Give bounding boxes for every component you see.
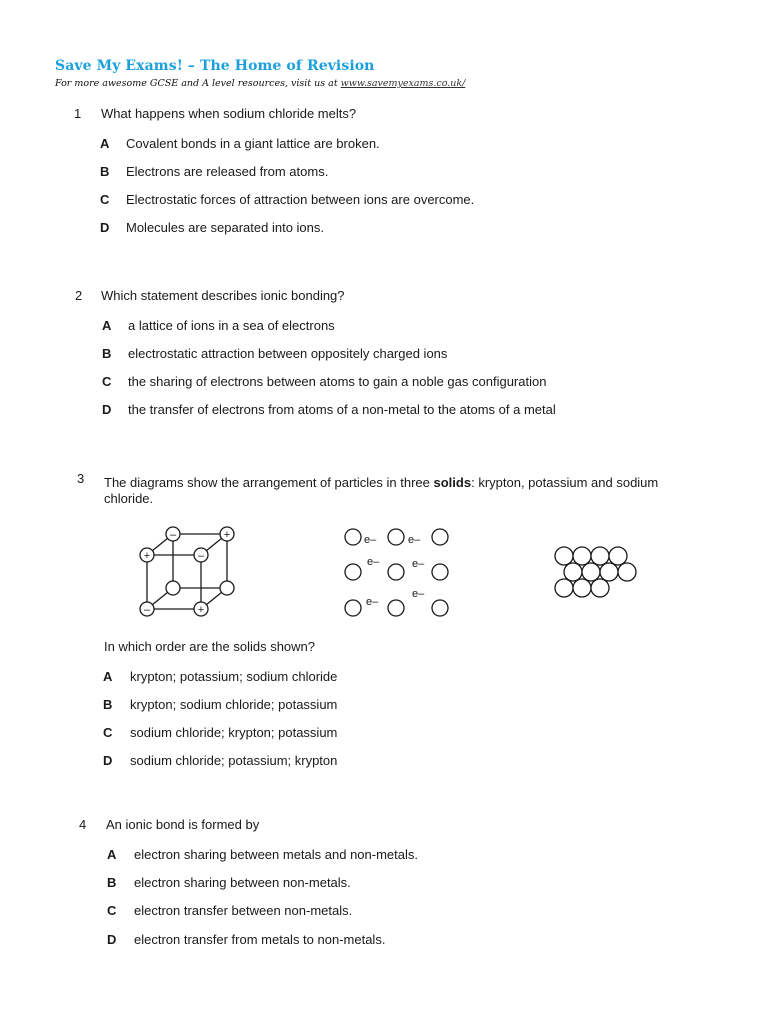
option-letter: C: [107, 903, 117, 918]
electron-label: e–: [367, 556, 380, 568]
question-4-text: An ionic bond is formed by: [106, 817, 260, 832]
option-text: krypton; potassium; sodium chloride: [130, 669, 338, 684]
option-letter: A: [100, 136, 110, 151]
atom-circle: [555, 547, 573, 565]
atom-circle: [555, 579, 573, 597]
atom-circle: [618, 563, 636, 581]
option-text: electron sharing between metals and non-metals.: [134, 847, 418, 862]
q4-option-a: [107, 847, 418, 862]
option-letter: D: [107, 932, 117, 947]
option-text: sodium chloride; potassium; krypton: [130, 753, 338, 768]
option-letter: C: [103, 725, 113, 740]
electron-label: e–: [408, 534, 421, 546]
q2-option-c: [102, 374, 546, 389]
metal-ion-circle: [388, 564, 404, 580]
option-text: electron transfer between non-metals.: [134, 903, 353, 918]
question-2-number: 2: [75, 288, 83, 303]
atom-circle: [573, 547, 591, 565]
minus-label: –: [197, 550, 205, 562]
metal-ion-circle: [345, 600, 361, 616]
option-letter: D: [100, 220, 110, 235]
question-3-prompt: In which order are the solids shown?: [104, 639, 316, 654]
option-text: sodium chloride; krypton; potassium: [130, 725, 338, 740]
q1-option-c: [100, 192, 474, 207]
q3-option-c: [103, 725, 337, 740]
q4-option-c: [107, 903, 352, 918]
metal-ion-circle: [388, 600, 404, 616]
electron-label: e–: [412, 588, 425, 600]
option-letter: B: [102, 346, 112, 361]
option-letter: A: [107, 847, 117, 862]
metal-ion-circle: [432, 564, 448, 580]
option-text: krypton; sodium chloride; potassium: [130, 697, 338, 712]
plus-label: +: [143, 550, 151, 562]
plus-label: +: [197, 604, 205, 616]
question-3-text-part: The diagrams show the arrangement of particles in three: [104, 475, 434, 490]
option-letter: A: [102, 318, 112, 333]
atom-circle: [591, 547, 609, 565]
question-3-text-part: : krypton, potassium and sodium: [471, 475, 659, 490]
electron-label: e–: [412, 558, 425, 570]
metal-lattice-diagram: [335, 520, 460, 625]
q1-option-a: [100, 136, 380, 151]
option-letter: B: [100, 164, 110, 179]
q3-option-d: [103, 753, 337, 768]
question-3-number: 3: [77, 471, 85, 486]
ion-circle: [220, 581, 234, 595]
tagline: [55, 78, 465, 89]
option-text: electron transfer from metals to non-metals.: [134, 932, 386, 947]
q1-option-d: [100, 220, 324, 235]
q2-option-b: [102, 346, 447, 361]
atom-circle: [573, 579, 591, 597]
option-letter: B: [107, 875, 117, 890]
option-letter: C: [102, 374, 112, 389]
lattice-cube-diagram: [125, 515, 255, 625]
close-packed-diagram: [548, 540, 648, 606]
atom-circle: [564, 563, 582, 581]
option-text: electrostatic attraction between oppositely charged ions: [128, 346, 448, 361]
question-3-text-bold: solids: [433, 475, 472, 490]
question-3-text: [104, 475, 658, 507]
tagline-text: For more awesome GCSE and A level resources, visit us at: [55, 78, 341, 89]
q4-option-d: [107, 932, 385, 947]
metal-ion-circle: [432, 600, 448, 616]
ion-circle: [166, 581, 180, 595]
metal-ion-circle: [345, 564, 361, 580]
atom-circle: [582, 563, 600, 581]
option-text: Electrons are released from atoms.: [126, 164, 329, 179]
option-text: a lattice of ions in a sea of electrons: [128, 318, 335, 333]
q2-option-a: [102, 318, 335, 333]
electron-label: e–: [366, 596, 379, 608]
option-text: Covalent bonds in a giant lattice are broken.: [126, 136, 380, 151]
question-1-text: What happens when sodium chloride melts?: [101, 106, 357, 121]
electron-label: e–: [364, 534, 377, 546]
option-letter: A: [103, 669, 113, 684]
option-letter: D: [102, 402, 112, 417]
q4-option-b: [107, 875, 351, 890]
option-letter: C: [100, 192, 110, 207]
metal-ion-circle: [388, 529, 404, 545]
option-text: Molecules are separated into ions.: [126, 220, 325, 235]
question-3-text-line2: chloride.: [104, 491, 154, 506]
atom-circle: [609, 547, 627, 565]
option-letter: B: [103, 697, 113, 712]
plus-label: +: [223, 529, 231, 541]
metal-ion-circle: [432, 529, 448, 545]
option-text: electron sharing between non-metals.: [134, 875, 351, 890]
brand-title: Save My Exams! – The Home of Revision: [55, 58, 375, 74]
metal-ion-circle: [345, 529, 361, 545]
option-text: the sharing of electrons between atoms to gain a noble gas configuration: [128, 374, 547, 389]
atom-circle: [600, 563, 618, 581]
option-text: the transfer of electrons from atoms of a non-metal to the atoms of a metal: [128, 402, 556, 417]
question-1-number: 1: [74, 106, 82, 121]
atom-circle: [591, 579, 609, 597]
q2-option-d: [102, 402, 556, 417]
q1-option-b: [100, 164, 328, 179]
q3-option-b: [103, 697, 337, 712]
minus-label: –: [169, 529, 177, 541]
website-link[interactable]: www.savemyexams.co.uk/: [340, 78, 466, 89]
option-letter: D: [103, 753, 113, 768]
question-2-text: Which statement describes ionic bonding?: [101, 288, 345, 303]
option-text: Electrostatic forces of attraction between ions are overcome.: [126, 192, 475, 207]
minus-label: –: [143, 604, 151, 616]
q3-option-a: [103, 669, 337, 684]
question-4-number: 4: [79, 817, 87, 832]
